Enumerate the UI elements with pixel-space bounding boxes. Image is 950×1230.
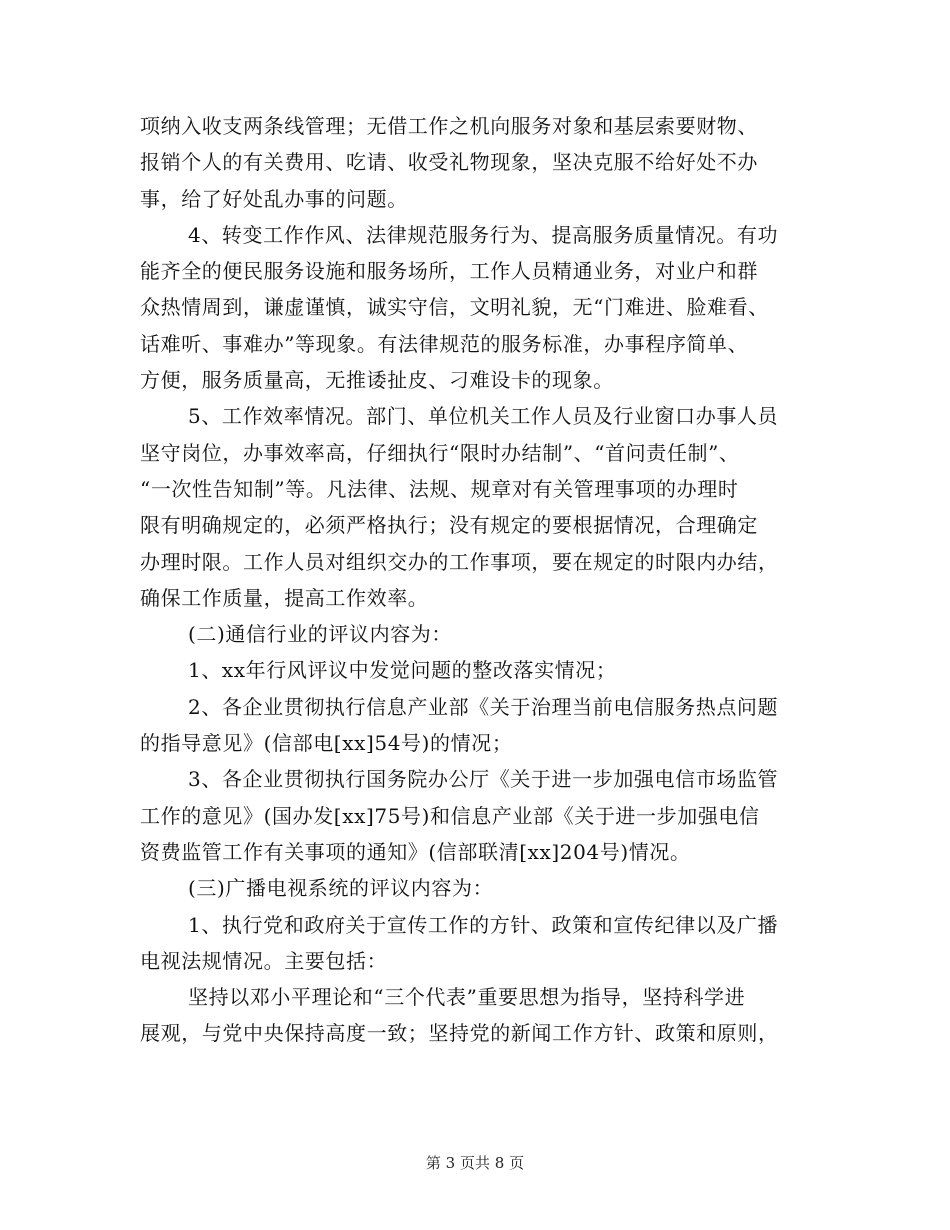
text-line: 办理时限。工作人员对组织交办的工作事项，要在规定的时限内办结， xyxy=(140,549,779,574)
text-line: 1、xx年行风评议中发觉问题的整改落实情况； xyxy=(188,658,617,683)
text-line: 5、工作效率情况。部门、单位机关工作人员及行业窗口办事人员 xyxy=(188,404,779,429)
text-line: 话难听、事难办”等现象。有法律规范的服务标准，办事程序简单、 xyxy=(140,331,749,356)
text-line: 确保工作质量，提高工作效率。 xyxy=(140,585,429,610)
text-line: 1、执行党和政府关于宣传工作的方针、政策和宣传纪律以及广播 xyxy=(188,912,779,937)
text-line: 项纳入收支两条线管理；无借工作之机向服务对象和基层索要财物、 xyxy=(140,114,758,138)
text-line: 展观，与党中央保持高度一致；坚持党的新闻工作方针、政策和原则， xyxy=(140,1021,779,1046)
text-line: 工作的意见》(国办发[xx]75号)和信息产业部《关于进一步加强电信 xyxy=(140,803,760,828)
text-line: 坚持以邓小平理论和“三个代表”重要思想为指导，坚持科学进 xyxy=(188,985,746,1010)
text-line: 限有明确规定的，必须严格执行；没有规定的要根据情况，合理确定 xyxy=(140,513,758,538)
text-line: (三)广播电视系统的评议内容为： xyxy=(188,876,494,901)
text-line: “一次性告知制”等。凡法律、法规、规章对有关管理事项的办理时 xyxy=(140,476,739,501)
text-line: (二)通信行业的评议内容为： xyxy=(188,622,453,647)
text-line: 事，给了好处乱办事的问题。 xyxy=(140,186,408,211)
text-line: 资费监管工作有关事项的通知》(信部联清[xx]204号)情况。 xyxy=(140,839,691,864)
text-line: 众热情周到，谦虚谨慎，诚实守信，文明礼貌，无“门难进、脸难看、 xyxy=(140,295,769,320)
document-body xyxy=(140,108,812,1052)
page-footer: 第 3 页共 8 页 xyxy=(425,1154,525,1172)
text-line: 方便，服务质量高，无推诿扯皮、刁难设卡的现象。 xyxy=(140,368,614,393)
text-line: 4、转变工作作风、法律规范服务行为、提高服务质量情况。有功 xyxy=(188,222,779,247)
text-line: 2、各企业贯彻执行信息产业部《关于治理当前电信服务热点问题 xyxy=(188,694,779,719)
text-line: 的指导意见》(信部电[xx]54号)的情况； xyxy=(140,731,513,756)
text-line: 报销个人的有关费用、吃请、收受礼物现象，坚决克服不给好处不办 xyxy=(140,150,758,175)
text-line: 3、各企业贯彻执行国务院办公厅《关于进一步加强电信市场监管 xyxy=(188,767,779,792)
text-line: 坚守岗位，办事效率高，仔细执行“限时办结制”、“首问责任制”、 xyxy=(140,440,740,465)
text-line: 能齐全的便民服务设施和服务场所，工作人员精通业务，对业户和群 xyxy=(140,259,758,284)
text-line: 电视法规情况。主要包括： xyxy=(140,948,388,973)
